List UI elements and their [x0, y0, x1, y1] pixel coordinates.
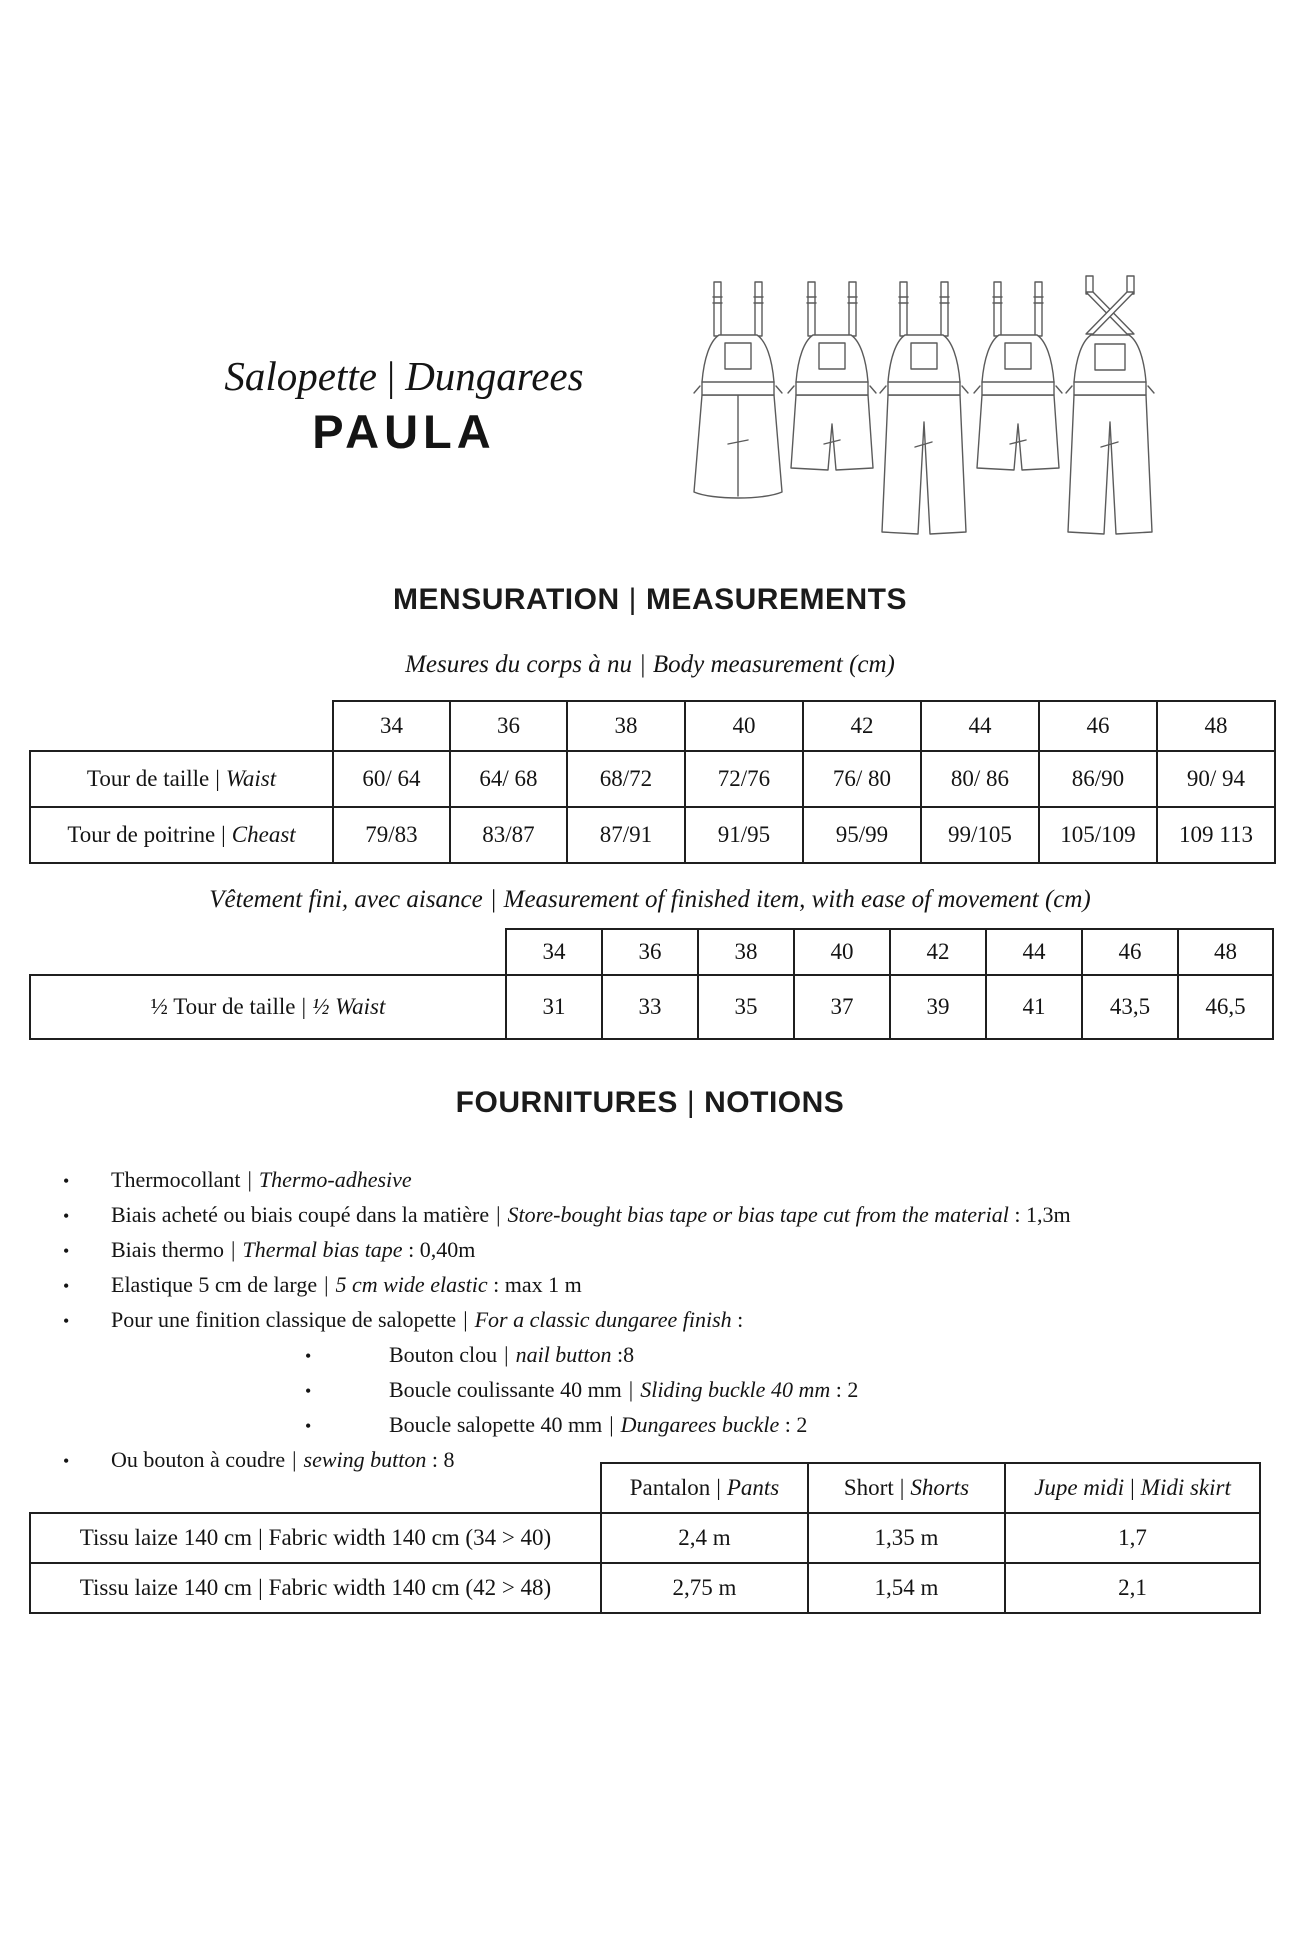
heading-separator: |: [686, 1086, 696, 1119]
item-fr: Pour une finition classique de salopette: [111, 1307, 457, 1332]
item-quantity: : 0,40m: [402, 1237, 476, 1262]
row-label: [30, 751, 333, 807]
list-subitem: [55, 1408, 1275, 1443]
label-separator: |: [221, 822, 226, 847]
fabric-requirements-table: [29, 1462, 1261, 1614]
item-fr: Boucle salopette 40 mm: [389, 1412, 603, 1437]
fabric-row-34-40: [30, 1513, 1260, 1563]
value-cell: 37: [794, 975, 890, 1039]
row-label-fr: Tour de taille: [86, 766, 210, 791]
garment-header-en: Midi skirt: [1140, 1475, 1231, 1500]
item-separator: |: [324, 1272, 329, 1297]
item-en: Thermo-adhesive: [258, 1167, 412, 1192]
row-label-en: Fabric width 140 cm (42 > 48): [268, 1575, 552, 1600]
value-cell: 41: [986, 975, 1082, 1039]
body-measurements-table: [29, 700, 1276, 864]
item-separator: |: [628, 1377, 634, 1402]
subtitle-separator: |: [638, 651, 646, 678]
finished-subtitle-fr: Vêtement fini, avec aisance: [209, 886, 483, 913]
row-label-fr: Tour de poitrine: [67, 822, 216, 847]
garment-title: [196, 352, 612, 400]
finished-measurements-table: [29, 928, 1274, 1040]
body-measurement-subtitle: [0, 651, 1300, 679]
size-header: 42: [890, 929, 986, 975]
size-header: 38: [698, 929, 794, 975]
bullet-icon: •: [63, 1311, 70, 1331]
value-cell: 2,1: [1005, 1563, 1260, 1613]
garment-header: [601, 1463, 808, 1513]
item-en: For a classic dungaree finish: [474, 1307, 732, 1332]
value-cell: 1,35 m: [808, 1513, 1005, 1563]
size-header: 36: [602, 929, 698, 975]
value-cell: 31: [506, 975, 602, 1039]
title-block: [196, 352, 612, 459]
label-separator: |: [301, 994, 307, 1019]
item-en: nail button: [515, 1342, 612, 1367]
item-fr: Boucle coulissante 40 mm: [389, 1377, 622, 1402]
fabric-row-42-48: [30, 1563, 1260, 1613]
list-item: [55, 1303, 1275, 1338]
value-cell: 60/ 64: [333, 751, 450, 807]
list-item: [55, 1268, 1275, 1303]
item-quantity: :8: [611, 1342, 635, 1367]
corner-cell: [30, 929, 506, 975]
bullet-icon: •: [63, 1171, 70, 1191]
value-cell: 72/76: [685, 751, 803, 807]
dungaree-skirt-front-icon: [694, 282, 782, 498]
notions-heading-en: NOTIONS: [704, 1086, 845, 1119]
value-cell: 83/87: [450, 807, 567, 863]
value-cell: 86/90: [1039, 751, 1157, 807]
garment-title-fr: Salopette: [224, 353, 377, 399]
finished-measurement-subtitle: [0, 886, 1300, 914]
heading-separator: |: [628, 583, 637, 616]
item-separator: |: [496, 1202, 501, 1227]
list-item: [55, 1163, 1275, 1198]
value-cell: 43,5: [1082, 975, 1178, 1039]
value-cell: 2,4 m: [601, 1513, 808, 1563]
value-cell: 46,5: [1178, 975, 1273, 1039]
row-label: [30, 1513, 601, 1563]
item-separator: |: [504, 1342, 509, 1367]
body-subtitle-en: Body measurement (cm): [652, 651, 895, 678]
row-label-fr: Tissu laize 140 cm: [79, 1525, 253, 1550]
dungaree-pants-back-icon: [1066, 276, 1154, 534]
item-fr: Biais thermo: [111, 1237, 225, 1262]
bullet-icon: •: [63, 1206, 70, 1226]
measurements-heading: [0, 583, 1300, 617]
label-separator: |: [1130, 1475, 1135, 1500]
row-label-en: Cheast: [231, 822, 296, 847]
item-en: 5 cm wide elastic: [335, 1272, 488, 1297]
dungaree-shorts-front-icon: [788, 282, 876, 470]
value-cell: 68/72: [567, 751, 685, 807]
dungaree-shorts-front-icon: [974, 282, 1062, 470]
row-label-en: ½ Waist: [312, 994, 386, 1019]
item-fr: Bouton clou: [389, 1342, 498, 1367]
notions-heading-fr: FOURNITURES: [455, 1086, 678, 1119]
item-en: sewing button: [303, 1447, 427, 1472]
item-quantity: : 1,3m: [1008, 1202, 1071, 1227]
value-cell: 1,7: [1005, 1513, 1260, 1563]
item-separator: |: [609, 1412, 614, 1437]
item-fr: Ou bouton à coudre: [111, 1447, 286, 1472]
garment-header-fr: Pantalon: [629, 1475, 711, 1500]
size-header-row: [30, 929, 1273, 975]
dungarees-line-art: [686, 252, 1156, 562]
size-header: 42: [803, 701, 921, 751]
item-separator: |: [292, 1447, 297, 1472]
corner-cell: [30, 701, 333, 751]
item-fr: Elastique 5 cm de large: [111, 1272, 318, 1297]
waist-row: [30, 751, 1275, 807]
row-label-en: Fabric width 140 cm (34 > 40): [268, 1525, 552, 1550]
garment-header-row: [30, 1463, 1260, 1513]
title-separator: |: [386, 353, 396, 399]
item-quantity: : 2: [784, 1412, 808, 1437]
bullet-icon: •: [305, 1346, 312, 1366]
value-cell: 33: [602, 975, 698, 1039]
garment-header-en: Pants: [726, 1475, 780, 1500]
bullet-icon: •: [63, 1276, 70, 1296]
label-separator: |: [899, 1475, 905, 1500]
subtitle-separator: |: [489, 886, 497, 913]
size-header: 34: [333, 701, 450, 751]
measurements-heading-fr: MENSURATION: [393, 583, 620, 616]
pattern-name: PAULA: [312, 405, 496, 458]
row-label-fr: Tissu laize 140 cm: [79, 1575, 253, 1600]
row-label: [30, 975, 506, 1039]
item-en: Thermal bias tape: [242, 1237, 403, 1262]
item-separator: |: [463, 1307, 468, 1332]
value-cell: 2,75 m: [601, 1563, 808, 1613]
value-cell: 1,54 m: [808, 1563, 1005, 1613]
size-header: 36: [450, 701, 567, 751]
value-cell: 76/ 80: [803, 751, 921, 807]
value-cell: 87/91: [567, 807, 685, 863]
item-quantity: : max 1 m: [487, 1272, 582, 1297]
garment-header-en: Shorts: [910, 1475, 970, 1500]
row-label-fr: ½ Tour de taille: [150, 994, 296, 1019]
item-quantity: :: [731, 1307, 744, 1332]
value-cell: 99/105: [921, 807, 1039, 863]
value-cell: 105/109: [1039, 807, 1157, 863]
size-header: 46: [1082, 929, 1178, 975]
size-header: 46: [1039, 701, 1157, 751]
value-cell: 39: [890, 975, 986, 1039]
list-item: [55, 1233, 1275, 1268]
size-header: 40: [794, 929, 890, 975]
list-subitem: [55, 1373, 1275, 1408]
size-header: 34: [506, 929, 602, 975]
item-separator: |: [247, 1167, 252, 1192]
garment-title-en: Dungarees: [405, 353, 584, 399]
item-en: Store-bought bias tape or bias tape cut from the material: [507, 1202, 1009, 1227]
value-cell: 95/99: [803, 807, 921, 863]
notions-list: [55, 1163, 1275, 1478]
finished-subtitle-en: Measurement of finished item, with ease of movement (cm): [503, 886, 1091, 913]
value-cell: 109 113: [1157, 807, 1275, 863]
size-header: 44: [986, 929, 1082, 975]
garment-header: [1005, 1463, 1260, 1513]
value-cell: 90/ 94: [1157, 751, 1275, 807]
row-label: [30, 1563, 601, 1613]
garment-header-fr: Short: [843, 1475, 894, 1500]
row-label: [30, 807, 333, 863]
bullet-icon: •: [63, 1451, 70, 1471]
list-item: [55, 1198, 1275, 1233]
bullet-icon: •: [63, 1241, 70, 1261]
size-header: 44: [921, 701, 1039, 751]
size-header: 48: [1178, 929, 1273, 975]
size-header-row: [30, 701, 1275, 751]
half-waist-row: [30, 975, 1273, 1039]
size-header: 38: [567, 701, 685, 751]
label-separator: |: [215, 766, 220, 791]
item-fr: Thermocollant: [111, 1167, 241, 1192]
item-separator: |: [231, 1237, 236, 1262]
item-fr: Biais acheté ou biais coupé dans la matière: [111, 1202, 490, 1227]
label-separator: |: [716, 1475, 721, 1500]
label-separator: |: [258, 1525, 263, 1550]
garment-header: [808, 1463, 1005, 1513]
bullet-icon: •: [305, 1416, 312, 1436]
technical-drawings: [686, 252, 1156, 562]
row-label-en: Waist: [225, 766, 277, 791]
garment-header-fr: Jupe midi: [1034, 1475, 1125, 1500]
label-separator: |: [258, 1575, 263, 1600]
value-cell: 35: [698, 975, 794, 1039]
chest-row: [30, 807, 1275, 863]
value-cell: 64/ 68: [450, 751, 567, 807]
size-header: 48: [1157, 701, 1275, 751]
value-cell: 91/95: [685, 807, 803, 863]
list-subitem: [55, 1338, 1275, 1373]
dungaree-pants-front-icon: [880, 282, 968, 534]
measurements-heading-en: MEASUREMENTS: [645, 583, 907, 616]
bullet-icon: •: [305, 1381, 312, 1401]
body-subtitle-fr: Mesures du corps à nu: [405, 651, 632, 678]
item-en: Dungarees buckle: [620, 1412, 785, 1437]
item-quantity: : 8: [426, 1447, 455, 1472]
value-cell: 80/ 86: [921, 751, 1039, 807]
corner-cell: [30, 1463, 601, 1513]
item-en: Sliding buckle 40 mm: [640, 1377, 831, 1402]
value-cell: 79/83: [333, 807, 450, 863]
size-header: 40: [685, 701, 803, 751]
notions-heading: [0, 1086, 1300, 1120]
item-quantity: : 2: [830, 1377, 859, 1402]
